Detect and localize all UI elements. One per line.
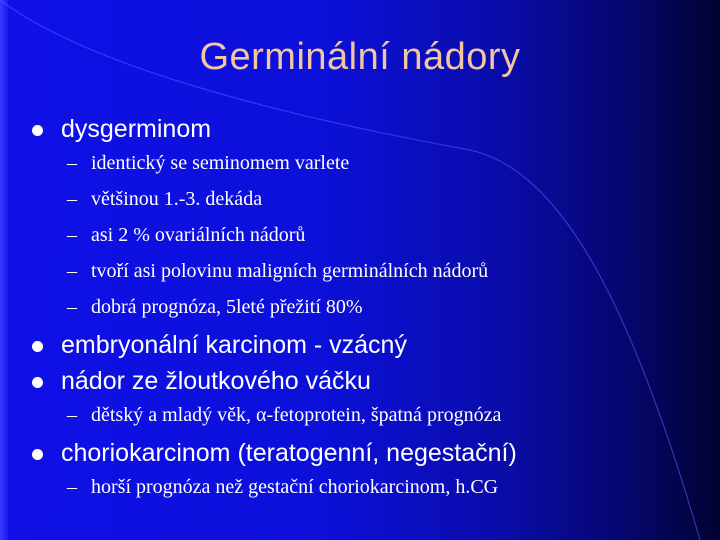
bullet-dysgerminom	[30, 114, 690, 144]
sub-item-text: horší prognóza než gestační choriokarcinom, h.CG	[91, 476, 499, 498]
sub-item-text: dětský a mladý věk, α-fetoprotein, špatná prognóza	[91, 404, 502, 426]
bullet-choriocarcinoma	[30, 438, 690, 468]
bullet-text: embryonální karcinom - vzácný	[61, 331, 407, 359]
bullet-dot-icon	[32, 341, 43, 352]
bullet-yolk-sac-tumor	[30, 366, 690, 396]
bullet-dot-icon	[32, 125, 43, 136]
dash-icon: –	[67, 224, 77, 246]
dash-icon: –	[67, 296, 77, 318]
sub-item	[30, 294, 690, 320]
bullet-embryonal-carcinoma	[30, 330, 690, 360]
bullet-text: nádor ze žloutkového váčku	[61, 367, 371, 395]
bullet-text: choriokarcinom (teratogenní, negestační)	[61, 439, 517, 467]
sub-item-text: většinou 1.-3. dekáda	[91, 188, 263, 210]
slide-content	[30, 110, 690, 510]
dash-icon: –	[67, 404, 77, 426]
sub-item	[30, 474, 690, 500]
sub-item	[30, 186, 690, 212]
bullet-dot-icon	[32, 377, 43, 388]
slide-title: Germinální nádory	[199, 36, 521, 78]
sub-item	[30, 150, 690, 176]
sub-item-text: dobrá prognóza, 5leté přežití 80%	[91, 296, 363, 318]
dash-icon: –	[67, 476, 77, 498]
sub-item-text: tvoří asi polovinu maligních germinálních nádorů	[91, 260, 489, 282]
sub-item	[30, 402, 690, 428]
sub-item-text: identický se seminomem varlete	[91, 152, 350, 174]
bullet-text: dysgerminom	[61, 115, 212, 143]
sub-item-text: asi 2 % ovariálních nádorů	[91, 224, 306, 246]
sub-item	[30, 258, 690, 284]
dash-icon: –	[67, 188, 77, 210]
dash-icon: –	[67, 152, 77, 174]
bullet-dot-icon	[32, 449, 43, 460]
sub-item	[30, 222, 690, 248]
dash-icon: –	[67, 260, 77, 282]
